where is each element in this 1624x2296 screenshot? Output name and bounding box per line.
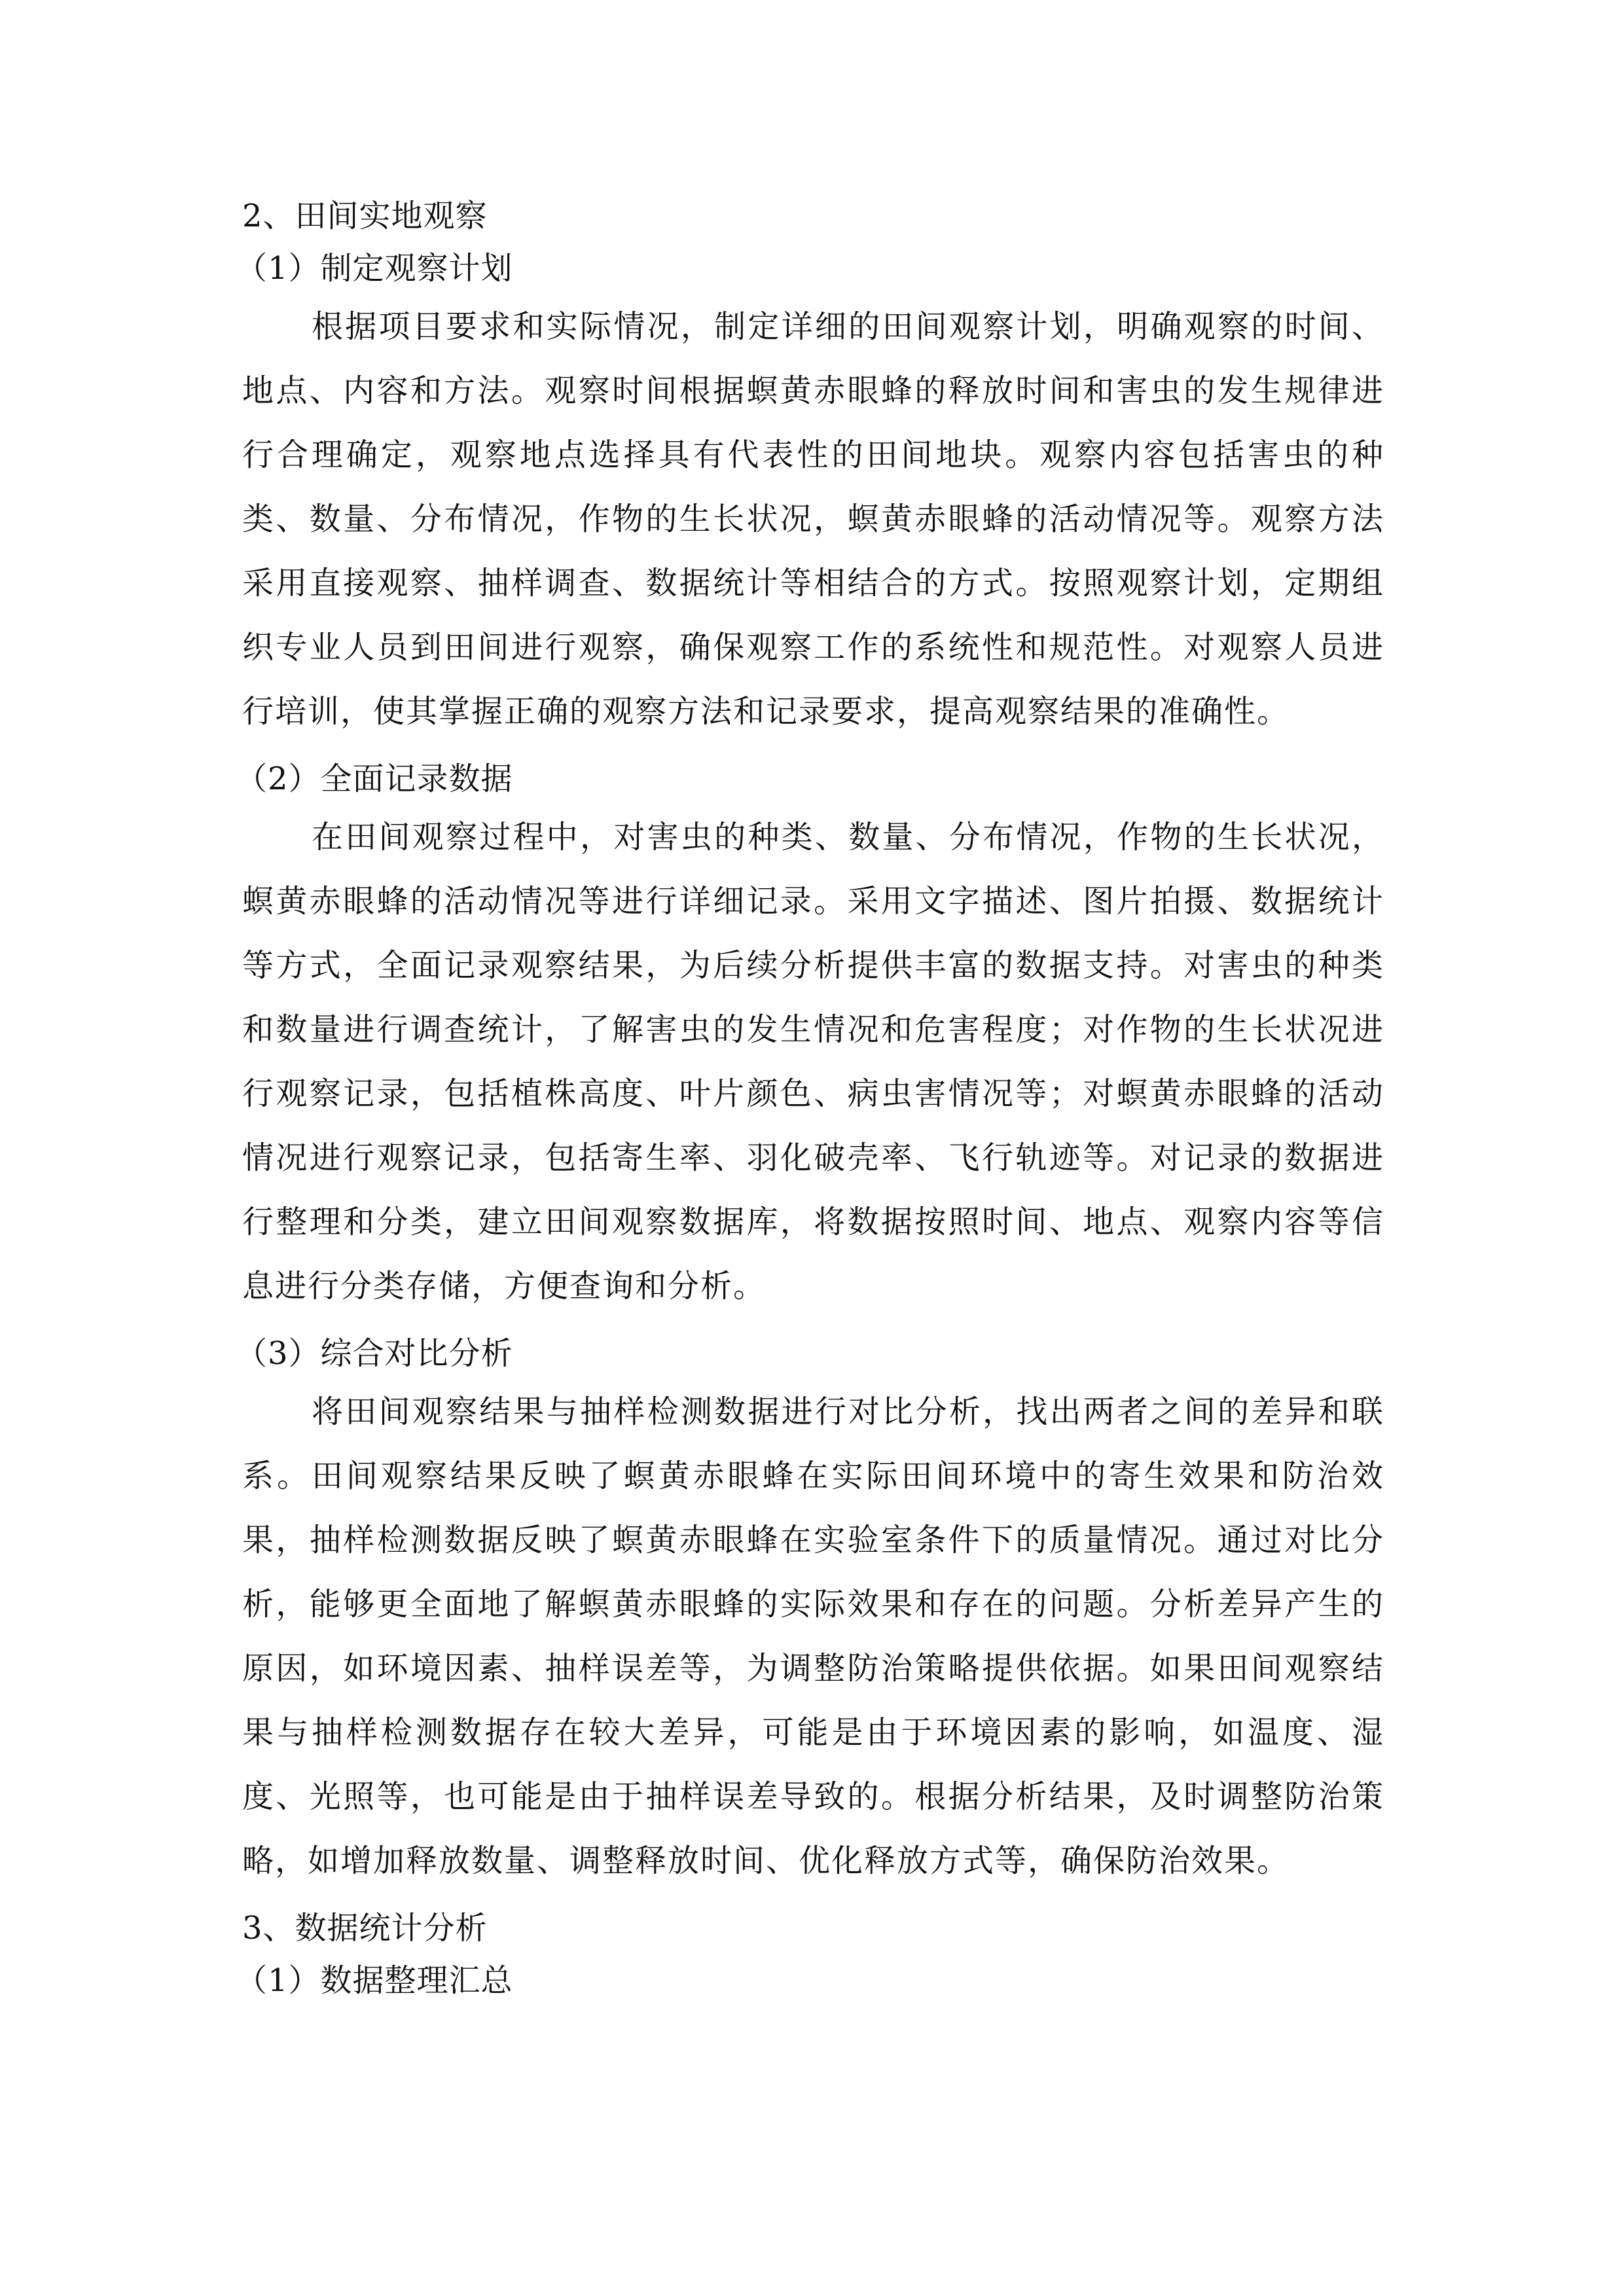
subsection-heading-2-1: （1）制定观察计划: [236, 250, 513, 287]
section-heading-3: 3、数据统计分析: [242, 1910, 488, 1946]
paragraph-comparative-analysis: 将田间观察结果与抽样检测数据进行对比分析，找出两者之间的差异和联系。田间观察结果反映了螟黄赤眼蜂在实际田间环境中的寄生效果和防治效果，抽样检测数据反映了螟黄赤眼蜂在实验室条件下的质量情况。通过对比分析，能够更全面地了解螟黄赤眼蜂的实际效果和存在的问题。分析差异产生的原因，如环境因素、抽样误差等，为调整防治策略提供依据。如果田间观察结果与抽样检测数据存在较大差异，可能是由于环境因素的影响，如温度、湿度、光照等，也可能是由于抽样误差导致的。根据分析结果，及时调整防治策略，如增加释放数量、调整释放时间、优化释放方式等，确保防治效果。: [242, 1393, 1384, 1879]
document-body: [236, 190, 1384, 2007]
subsection-heading-2-3: （3）综合对比分析: [236, 1335, 513, 1372]
paragraph-record-data: 在田间观察过程中，对害虫的种类、数量、分布情况，作物的生长状况，螟黄赤眼蜂的活动情况等进行详细记录。采用文字描述、图片拍摄、数据统计等方式，全面记录观察结果，为后续分析提供丰富的数据支持。对害虫的种类和数量进行调查统计，了解害虫的发生情况和危害程度；对作物的生长状况进行观察记录，包括植株高度、叶片颜色、病虫害情况等；对螟黄赤眼蜂的活动情况进行观察记录，包括寄生率、羽化破壳率、飞行轨迹等。对记录的数据进行整理和分类，建立田间观察数据库，将数据按照时间、地点、观察内容等信息进行分类存储，方便查询和分析。: [242, 819, 1384, 1304]
subsection-heading-3-1: （1）数据整理汇总: [236, 1962, 513, 1999]
section-heading-2: 2、田间实地观察: [242, 198, 488, 234]
subsection-heading-2-2: （2）全面记录数据: [236, 761, 513, 797]
paragraph-observation-plan: 根据项目要求和实际情况，制定详细的田间观察计划，明确观察的时间、地点、内容和方法。观察时间根据螟黄赤眼蜂的释放时间和害虫的发生规律进行合理确定，观察地点选择具有代表性的田间地块。观察内容包括害虫的种类、数量、分布情况，作物的生长状况，螟黄赤眼蜂的活动情况等。观察方法采用直接观察、抽样调查、数据统计等相结合的方式。按照观察计划，定期组织专业人员到田间进行观察，确保观察工作的系统性和规范性。对观察人员进行培训，使其掌握正确的观察方法和记录要求，提高观察结果的准确性。: [242, 308, 1384, 730]
